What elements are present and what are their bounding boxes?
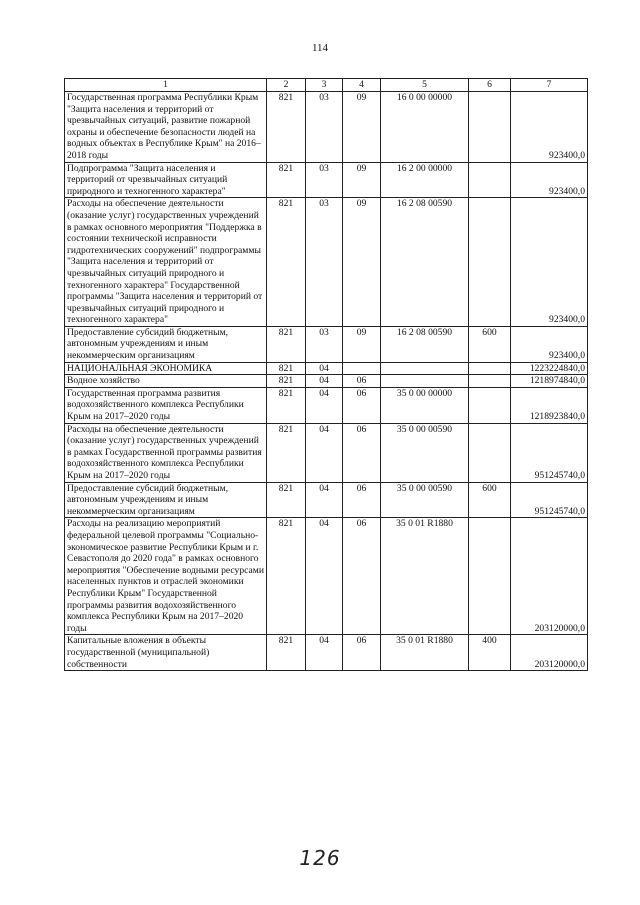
table-row	[65, 162, 588, 198]
row-subsection: 09	[343, 198, 381, 327]
page-number: 114	[311, 42, 329, 54]
table-row	[65, 375, 588, 388]
table-row	[65, 326, 588, 362]
table-row	[65, 387, 588, 423]
table-row	[65, 635, 588, 671]
table-row	[65, 482, 588, 518]
row-admin-code: 821	[267, 387, 306, 423]
row-amount: 1218974840,0	[511, 375, 588, 388]
row-admin-code: 821	[267, 326, 306, 362]
row-admin-code: 821	[267, 375, 306, 388]
row-admin-code: 821	[267, 423, 306, 482]
row-name: Предоставление субсидий бюджетным, автономным учреждениям и иным некоммерческим организациям	[65, 326, 267, 362]
row-section: 03	[306, 162, 343, 198]
row-section: 04	[306, 387, 343, 423]
row-admin-code: 821	[267, 162, 306, 198]
row-admin-code: 821	[267, 362, 306, 375]
table-header-row	[65, 79, 588, 92]
row-subsection: 06	[343, 518, 381, 635]
row-target-code: 35 0 01 R1880	[381, 635, 469, 671]
row-admin-code: 821	[267, 635, 306, 671]
row-name: Расходы на обеспечение деятельности (оказание услуг) государственных учреждений в рамках основного мероприятия "Поддержка в состоянии технической исправности гидротехнических сооружений" подпрограммы "Защита населения и территорий от чрезвычайных ситуаций природного и техногенного характера" Государственной программы "Защита населения и территорий от чрезвычайных ситуаций природного и техногенного характера"	[65, 198, 267, 327]
table-row	[65, 198, 588, 327]
row-expense-type	[469, 362, 511, 375]
row-expense-type	[469, 198, 511, 327]
row-subsection: 06	[343, 482, 381, 518]
row-expense-type	[469, 423, 511, 482]
budget-table	[64, 78, 588, 671]
row-section: 04	[306, 518, 343, 635]
row-name: Расходы на реализацию мероприятий федеральной целевой программы "Социально-экономическое развитие Республики Крым и г. Севастополя до 2020 года" в рамках основного мероприятия "Обеспечение водными ресурсами населенных пунктов и отраслей экономики Республики Крым" Государственной программы развития водохозяйственного комплекса Республики Крым на 2017–2020 годы	[65, 518, 267, 635]
row-section: 04	[306, 375, 343, 388]
row-expense-type	[469, 162, 511, 198]
row-subsection: 09	[343, 92, 381, 163]
row-target-code	[381, 375, 469, 388]
row-expense-type	[469, 387, 511, 423]
header-col-1: 1	[65, 79, 267, 92]
row-subsection: 09	[343, 162, 381, 198]
table-row	[65, 423, 588, 482]
header-col-6: 6	[469, 79, 511, 92]
header-col-5: 5	[381, 79, 469, 92]
row-subsection: 06	[343, 387, 381, 423]
row-amount: 923400,0	[511, 162, 588, 198]
row-amount: 1218923840,0	[511, 387, 588, 423]
row-section: 03	[306, 92, 343, 163]
row-expense-type	[469, 375, 511, 388]
row-name: Капитальные вложения в объекты государственной (муниципальной) собственности	[65, 635, 267, 671]
row-amount: 203120000,0	[511, 635, 588, 671]
row-admin-code: 821	[267, 92, 306, 163]
row-expense-type: 600	[469, 482, 511, 518]
row-admin-code: 821	[267, 518, 306, 635]
row-amount: 923400,0	[511, 92, 588, 163]
row-expense-type: 600	[469, 326, 511, 362]
header-col-7: 7	[511, 79, 588, 92]
row-amount: 923400,0	[511, 326, 588, 362]
row-target-code: 35 0 00 00590	[381, 423, 469, 482]
row-subsection: 06	[343, 375, 381, 388]
row-name: Водное хозяйство	[65, 375, 267, 388]
row-target-code: 16 2 08 00590	[381, 326, 469, 362]
row-name: Подпрограмма "Защита населения и территорий от чрезвычайных ситуаций природного и техногенного характера"	[65, 162, 267, 198]
header-col-4: 4	[343, 79, 381, 92]
row-section: 04	[306, 362, 343, 375]
row-target-code: 16 0 00 00000	[381, 92, 469, 163]
row-expense-type	[469, 518, 511, 635]
row-admin-code: 821	[267, 482, 306, 518]
row-target-code: 16 2 00 00000	[381, 162, 469, 198]
table-row	[65, 518, 588, 635]
row-amount: 203120000,0	[511, 518, 588, 635]
row-name: НАЦИОНАЛЬНАЯ ЭКОНОМИКА	[65, 362, 267, 375]
row-subsection: 06	[343, 423, 381, 482]
row-section: 03	[306, 326, 343, 362]
row-name: Расходы на обеспечение деятельности (оказание услуг) государственных учреждений в рамках Государственной программы развития водохозяйственного комплекса Республики Крым на 2017–2020 годы	[65, 423, 267, 482]
row-section: 04	[306, 423, 343, 482]
row-admin-code: 821	[267, 198, 306, 327]
header-col-2: 2	[267, 79, 306, 92]
header-col-3: 3	[306, 79, 343, 92]
row-name: Государственная программа Республики Крым "Защита населения и территорий от чрезвычайных ситуаций, развитие пожарной охраны и обеспечение безопасности людей на водных объектах в Республике Крым" на 2016–2018 годы	[65, 92, 267, 163]
row-section: 04	[306, 482, 343, 518]
row-section: 03	[306, 198, 343, 327]
row-name: Предоставление субсидий бюджетным, автономным учреждениям и иным некоммерческим организациям	[65, 482, 267, 518]
row-target-code: 35 0 00 00000	[381, 387, 469, 423]
row-amount: 1223224840,0	[511, 362, 588, 375]
table-row	[65, 362, 588, 375]
row-amount: 923400,0	[511, 198, 588, 327]
row-target-code: 35 0 01 R1880	[381, 518, 469, 635]
handwritten-page-number: 126	[299, 846, 341, 870]
row-target-code: 16 2 08 00590	[381, 198, 469, 327]
row-target-code: 35 0 00 00590	[381, 482, 469, 518]
row-amount: 951245740,0	[511, 482, 588, 518]
row-subsection: 06	[343, 635, 381, 671]
row-target-code	[381, 362, 469, 375]
row-name: Государственная программа развития водохозяйственного комплекса Республики Крым на 2017–2020 годы	[65, 387, 267, 423]
row-subsection: 09	[343, 326, 381, 362]
row-expense-type	[469, 92, 511, 163]
row-expense-type: 400	[469, 635, 511, 671]
table-row	[65, 92, 588, 163]
row-section: 04	[306, 635, 343, 671]
row-amount: 951245740,0	[511, 423, 588, 482]
row-subsection	[343, 362, 381, 375]
